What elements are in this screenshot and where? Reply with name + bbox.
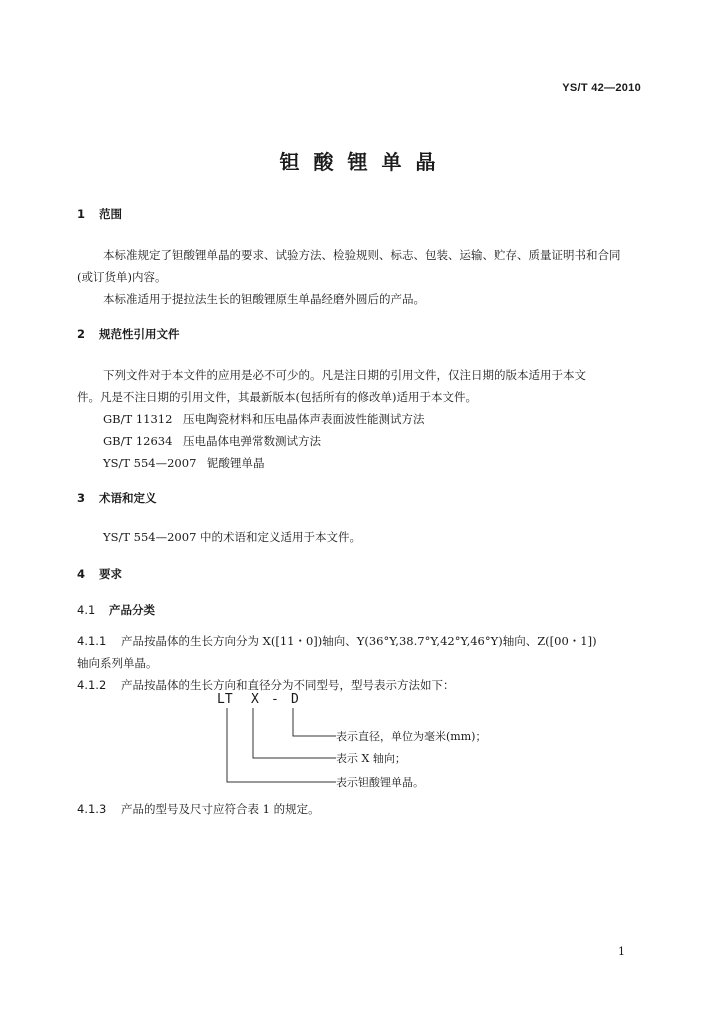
section-title: 术语和定义 — [99, 491, 157, 505]
clause-text: 产品的型号及尺寸应符合表 1 的规定。 — [121, 802, 320, 816]
model-code-d: D — [291, 692, 299, 707]
section-1-para1-line2: (或订货单)内容。 — [77, 270, 167, 284]
model-code-separator: - — [271, 692, 279, 707]
reference-title: 铌酸锂单晶 — [207, 456, 265, 470]
reference-code: YS/T 554—2007 — [103, 456, 197, 470]
document-title: 钽酸锂单晶 — [279, 150, 450, 174]
page-number: 1 — [618, 945, 625, 958]
model-code-lt: LT — [217, 692, 233, 707]
clause-number: 4.1.2 — [77, 678, 107, 692]
reference-title: 压电晶体电弹常数测试方法 — [183, 434, 321, 448]
clause-text: 产品按晶体的生长方向和直径分为不同型号，型号表示方法如下： — [121, 678, 455, 692]
section-title: 范围 — [99, 207, 122, 221]
section-2-para1-line2: 件。凡是不注日期的引用文件，其最新版本(包括所有的修改单)适用于本文件。 — [77, 390, 477, 404]
subsection-title: 产品分类 — [109, 603, 155, 617]
subsection-number: 4.1 — [77, 603, 96, 617]
reference-title: 压电陶瓷材料和压电晶体声表面波性能测试方法 — [183, 412, 425, 426]
section-number: 2 — [77, 327, 86, 341]
section-2-para1-line1: 下列文件对于本文件的应用是必不可少的。凡是注日期的引用文件，仅注日期的版本适用于本文 — [103, 368, 586, 382]
clause-number: 4.1.1 — [77, 634, 107, 648]
section-number: 1 — [77, 207, 86, 221]
reference-code: GB/T 12634 — [103, 434, 173, 448]
clause-4-1-1-line2: 轴向系列单晶。 — [77, 656, 158, 670]
section-number: 3 — [77, 491, 86, 505]
clause-4-1-3 — [77, 798, 320, 820]
leader-line-x — [253, 708, 336, 758]
leader-line-lt — [227, 708, 336, 782]
legend-diameter: 表示直径，单位为毫米(mm)； — [336, 730, 487, 743]
clause-number: 4.1.3 — [77, 802, 107, 816]
section-number: 4 — [77, 567, 86, 581]
section-3-para: YS/T 554—2007 中的术语和定义适用于本文件。 — [103, 530, 362, 544]
section-1-para2: 本标准适用于提拉法生长的钽酸锂原生单晶经磨外圆后的产品。 — [103, 292, 425, 306]
section-1-para1-line1: 本标准规定了钽酸锂单晶的要求、试验方法、检验规则、标志、包装、运输、贮存、质量证明书和合同 — [103, 248, 621, 262]
section-title: 规范性引用文件 — [99, 327, 180, 341]
reference-code: GB/T 11312 — [103, 412, 173, 426]
leader-line-d — [293, 708, 336, 736]
model-code-x: X — [251, 692, 259, 707]
clause-text: 产品按晶体的生长方向分为 X([11・0])轴向、Y(36°Y,38.7°Y,42°Y,46°Y)轴向、Z([00・1]) — [121, 634, 597, 648]
legend-x-axis: 表示 X 轴向； — [336, 752, 406, 765]
standard-number: YS/T 42—2010 — [562, 82, 641, 94]
legend-lt: 表示钽酸锂单晶。 — [336, 776, 424, 789]
section-title: 要求 — [99, 567, 122, 581]
